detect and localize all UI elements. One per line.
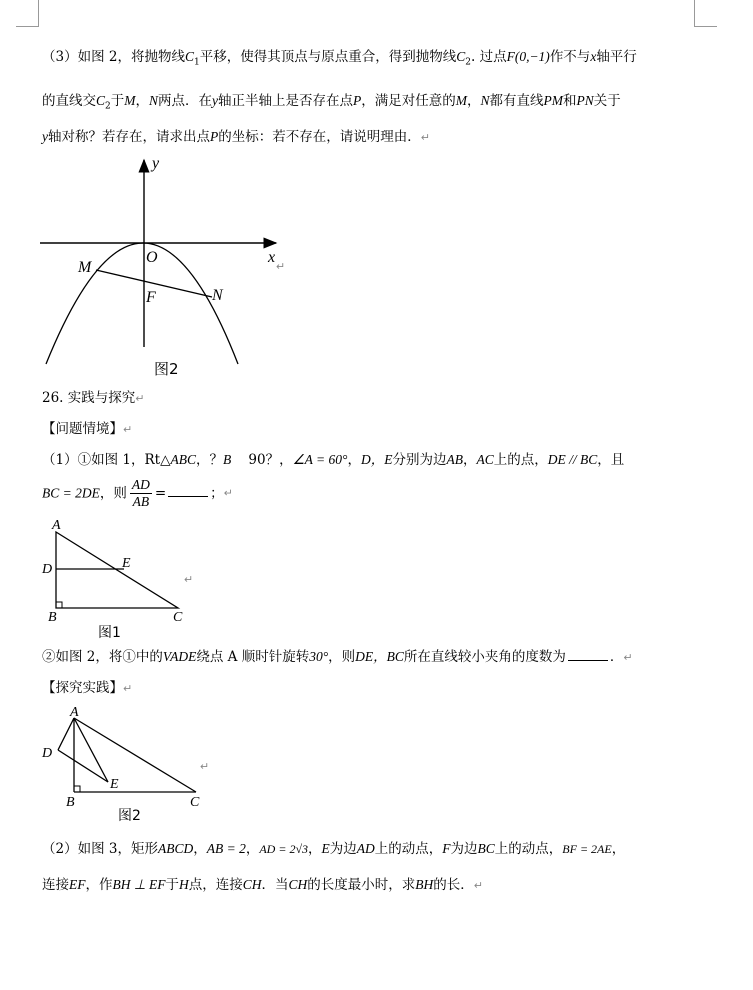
segment-de: [58, 750, 108, 782]
triangle-abc: [56, 532, 178, 608]
point-m-label: M: [78, 259, 92, 276]
fig1-label-a: A: [52, 518, 61, 533]
fig2-label-e: E: [110, 777, 119, 792]
answer-blank-1[interactable]: [168, 484, 208, 497]
problem3-line3: y轴对称？若存在，请求出点P的坐标：若不存在，请说明理由．↵: [42, 129, 430, 145]
y-axis-label: y: [152, 155, 160, 172]
figure2-caption: 图2: [118, 808, 141, 824]
part2-line: ②如图 2，将①中的VADE绕点 A 顺时针旋转30°，则DE，BC所在直线较小夹角的度数为 ．↵: [42, 649, 633, 665]
point-f-label: F: [146, 289, 156, 306]
q2-line1: （2）如图 3，矩形ABCD，AB = 2，AD = 2√3，E为边AD上的动点，F为边BC上的动点，BF = 2AE，: [42, 841, 626, 857]
q2-line2: 连接EF，作BH ⊥ EF于H点，连接CH．当CH的长度最小时，求BH的长．↵: [42, 877, 483, 893]
segment-ad: [58, 718, 74, 750]
problem3-line2: 的直线交$C_2$于M，N两点．在y轴正半轴上是否存在点P，满足对任意的M，N都有直线PM和PN关于: [42, 93, 621, 112]
right-angle-mark: [74, 786, 80, 792]
part1-line1: （1）①如图 1，Rt△ABC，？B 90？，∠A = 60°，D，E分别为边AB，AC上的点，DE // BC，且: [42, 452, 625, 468]
x-axis-label: x: [268, 249, 276, 266]
figure1-triangle-diagram: [38, 515, 208, 643]
section-exploration-practice: 【探究实践】↵: [42, 680, 133, 696]
return-mark: ↵: [276, 261, 286, 273]
page-corner-mark-right: [694, 0, 717, 27]
fig2-label-d: D: [42, 746, 53, 761]
figure2-parabola-diagram: [36, 152, 296, 382]
point-n-label: N: [212, 287, 223, 304]
parabola-curve: [46, 243, 238, 364]
part1-line2: BC = 2DE，则 $\frac{AD}{AB}$ = ；↵: [42, 477, 233, 509]
fig1-return-mark: ↵: [184, 574, 194, 586]
fig2-label-a: A: [70, 705, 79, 720]
fig2-return-mark: ↵: [200, 761, 210, 773]
fraction-ad-ab: $\frac{AD}{AB}$: [131, 477, 150, 509]
figure1-caption: 图1: [98, 625, 121, 641]
fig1-label-c: C: [173, 610, 183, 625]
figure2-caption: 图2: [154, 360, 179, 378]
figure2-rotated-triangle-diagram: [38, 702, 218, 826]
fig1-label-e: E: [122, 556, 131, 571]
section-problem-context: 【问题情境】↵: [42, 421, 133, 437]
page-corner-mark-left: [16, 0, 39, 27]
fig2-label-b: B: [66, 795, 75, 810]
problem3-line1: （3）如图 2，将抛物线$C_1$平移，使得其顶点与原点重合，得到抛物线$C_2$. 过点F(0,−1)作不与x轴平行: [42, 49, 637, 68]
segment-ac: [74, 718, 196, 792]
fig1-label-d: D: [42, 562, 53, 577]
fig1-label-b: B: [48, 610, 57, 625]
origin-label: O: [146, 249, 158, 266]
right-angle-mark: [56, 602, 62, 608]
q26-title: 26. 实践与探究↵: [42, 390, 145, 406]
fig2-label-c: C: [190, 795, 200, 810]
answer-blank-2[interactable]: [568, 648, 608, 661]
